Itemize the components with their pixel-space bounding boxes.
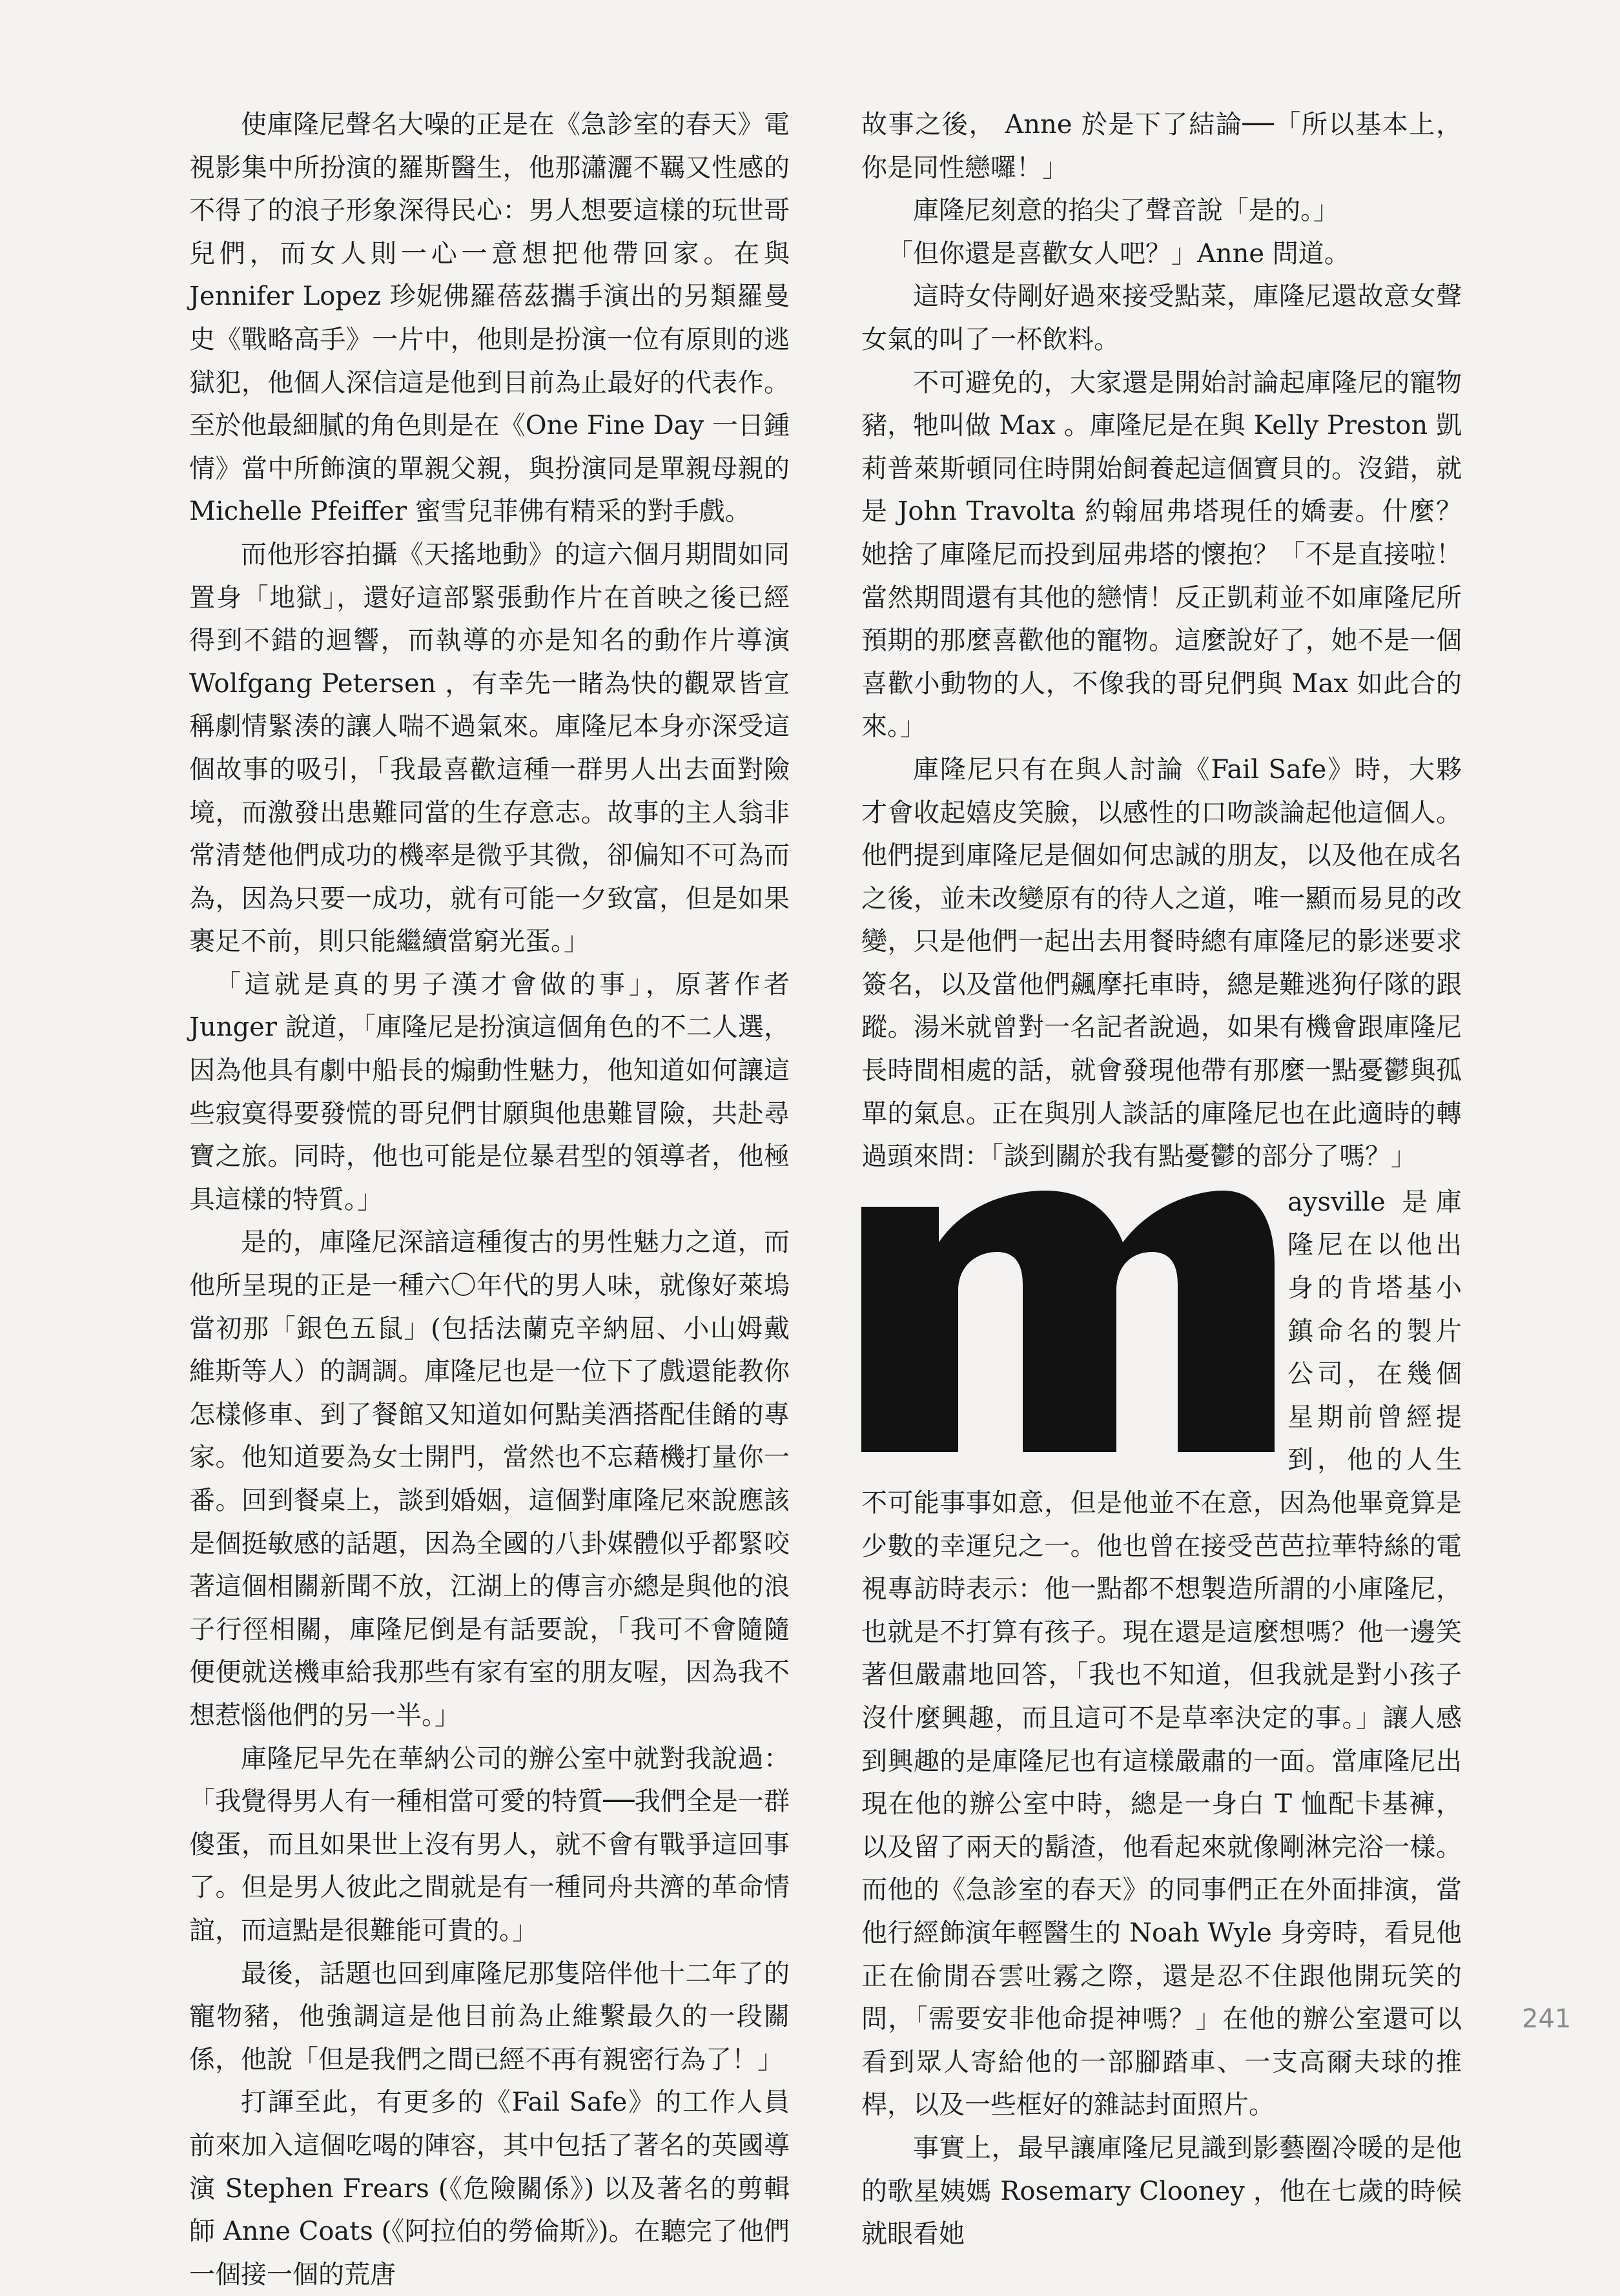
paragraph: 是的，庫隆尼深諳這種復古的男性魅力之道，而他所呈現的正是一種六〇年代的男人味，就像好萊塢當初那「銀色五鼠」(包括法蘭克辛納屈、小山姆戴維斯等人）的調調。庫隆尼也是一位下了戲還能教你怎樣修車、到了餐館又知道如何點美酒搭配佳餚的專家。他知道要為女士開門，當然也不忘藉機打量你一番。回到餐桌上，談到婚姻，這個對庫隆尼來說應該是個挺敏感的話題，因為全國的八卦媒體似乎都緊咬著這個相關新聞不放，江湖上的傳言亦總是與他的浪子行徑相關，庫隆尼倒是有話要說，「我可不會隨隨便便就送機車給我那些有家有室的朋友喔，因為我不想惹惱他們的另一半。」 (189, 1227, 790, 1730)
left-column (189, 103, 790, 2296)
paragraph: 使庫隆尼聲名大噪的正是在《急診室的春天》電視影集中所扮演的羅斯醫生，他那瀟灑不羈又性感的不得了的浪子形象深得民心：男人想要這樣的玩世哥兒們，而女人則一心一意想把他帶回家。在與 Jennifer Lopez 珍妮佛羅蓓茲攜手演出的另類羅曼史《戰略高手》一片中，他則是扮演一位有原則的逃獄犯，他個人深信這是他到目前為止最好的代表作。至於他最細膩的角色則是在《One Fine Day 一日鍾情》當中所飾演的單親父親，與扮演同是單親母親的 Michelle Pfeiffer 蜜雪兒菲佛有精采的對手戲。 (189, 110, 790, 527)
paragraph: 庫隆尼只有在與人討論《Fail Safe》時，大夥才會收起嬉皮笑臉，以感性的口吻談論起他這個人。他們提到庫隆尼是個如何忠誠的朋友，以及他在成名之後，並未改變原有的待人之道，唯一顯而易見的改變，只是他們一起出去用餐時總有庫隆尼的影迷要求簽名，以及當他們飆摩托車時，總是難逃狗仔隊的跟蹤。湯米就曾對一名記者說過，如果有機會跟庫隆尼長時間相處的話，就會發現他帶有那麼一點憂鬱與孤單的氣息。正在與別人談話的庫隆尼也在此適時的轉過頭來問：「談到關於我有點憂鬱的部分了嗎？」 (861, 754, 1462, 1172)
paragraph: 事實上，最早讓庫隆尼見識到影藝圈冷暖的是他的歌星姨媽 Rosemary Clooney ，他在七歲的時候就眼看她 (861, 2133, 1462, 2250)
paragraph: 而他形容拍攝《天搖地動》的這六個月期間如同置身「地獄」，還好這部緊張動作片在首映之後已經得到不錯的迴響，而執導的亦是知名的動作片導演 Wolfgang Petersen ，有幸先一睹為快的觀眾皆宣稱劇情緊湊的讓人喘不過氣來。庫隆尼本身亦深受這個故事的吸引，「我最喜歡這種一群男人出去面對險境，而激發出患難同當的生存意志。故事的主人翁非常清楚他們成功的機率是微乎其微，卻偏知不可為而為，因為只要一成功，就有可能一夕致富，但是如果裹足不前，則只能繼續當窮光蛋。」 (189, 539, 790, 957)
dropcap-m-icon (861, 1187, 1275, 1452)
dropcap-m-shape (861, 1187, 1275, 1452)
dropcap-section (861, 1181, 1462, 2127)
paragraph: 庫隆尼早先在華納公司的辦公室中就對我說過：「我覺得男人有一種相當可愛的特質──我們全是一群傻蛋，而且如果世上沒有男人，就不會有戰爭這回事了。但是男人彼此之間就是有一種同舟共濟的革命情誼，而這點是很難能可貴的。」 (189, 1743, 790, 1945)
paragraph: 故事之後， Anne 於是下了結論──「所以基本上，你是同性戀囉！」 (861, 110, 1462, 183)
paragraph: 這時女侍剛好過來接受點菜，庫隆尼還故意女聲女氣的叫了一杯飲料。 (861, 282, 1462, 354)
paragraph: 最後，話題也回到庫隆尼那隻陪伴他十二年了的寵物豬，他強調這是他目前為止維繫最久的一段關係，他說「但是我們之間已經不再有親密行為了！」 (189, 1958, 790, 2075)
page-number: 241 (1522, 2004, 1572, 2034)
paragraph: 「但你還是喜歡女人吧？」Anne 問道。 (887, 238, 1350, 269)
dropcap-paragraph: aysville 是庫隆尼在以他出身的肯塔基小鎮命名的製片公司，在幾個星期前曾經提到，他的人生不可能事事如意，但是他並不在意，因為他畢竟算是少數的幸運兒之一。他也曾在接受芭芭拉華特絲的電視專訪時表示：他一點都不想製造所謂的小庫隆尼，也就是不打算有孩子。現在還是這麼想嗎？他一邊笑著但嚴肅地回答，「我也不知道，但我就是對小孩子沒什麼興趣，而且這可不是草率決定的事。」讓人感到興趣的是庫隆尼也有這樣嚴肅的一面。當庫隆尼出現在他的辦公室中時，總是一身白 T 恤配卡基褲，以及留了兩天的鬍渣，他看起來就像剛淋完浴一樣。而他的《急診室的春天》的同事們正在外面排演，當他行經飾演年輕醫生的 Noah Wyle 身旁時，看見他正在偷閒吞雲吐霧之際，還是忍不住跟他開玩笑的問，「需要安非他命提神嗎？」在他的辦公室還可以看到眾人寄給他的一部腳踏車、一支高爾夫球的推桿，以及一些框好的雜誌封面照片。 (861, 1187, 1462, 2120)
paragraph: 不可避免的，大家還是開始討論起庫隆尼的寵物豬，牠叫做 Max 。庫隆尼是在與 Kelly Preston 凱莉普萊斯頓同住時開始飼養起這個寶貝的。沒錯，就是 John Travolta 約翰屈弗塔現任的嬌妻。什麼？她捨了庫隆尼而投到屈弗塔的懷抱？「不是直接啦！當然期間還有其他的戀情！反正凱莉並不如庫隆尼所預期的那麼喜歡他的寵物。這麼說好了，她不是一個喜歡小動物的人，不像我的哥兒們與 Max 如此合的來。」 (861, 367, 1462, 742)
right-column (861, 103, 1462, 2256)
paragraph: 「這就是真的男子漢才會做的事」，原著作者 Junger 說道，「庫隆尼是扮演這個角色的不二人選，因為他具有劇中船長的煽動性魅力，他知道如何讓這些寂寞得要發慌的哥兒們甘願與他患難冒險，共赴尋寶之旅。同時，他也可能是位暴君型的領導者，他極具這樣的特質。」 (189, 969, 790, 1215)
paragraph: 庫隆尼刻意的掐尖了聲音說「是的。」 (913, 196, 1339, 226)
paragraph: 打諢至此，有更多的《Fail Safe》的工作人員前來加入這個吃喝的陣容，其中包括了著名的英國導演 Stephen Frears (《危險關係》) 以及著名的剪輯師 Anne Coats (《阿拉伯的勞倫斯》)。在聽完了他們一個接一個的荒唐 (189, 2087, 790, 2290)
